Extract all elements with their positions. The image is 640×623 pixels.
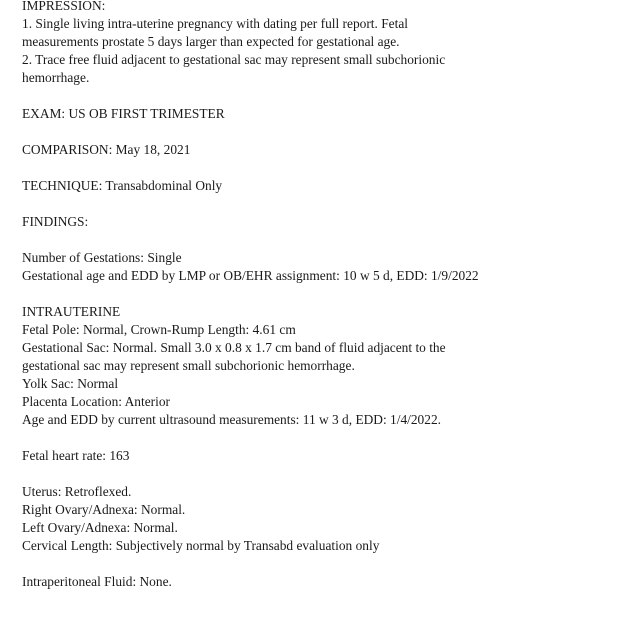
impression-item-1-line-1: 1. Single living intra-uterine pregnancy with dating per full report. Fetal — [22, 16, 408, 31]
intraperitoneal-fluid-line: Intraperitoneal Fluid: None. — [22, 574, 172, 589]
yolk-sac-line: Yolk Sac: Normal — [22, 376, 119, 391]
spacer — [22, 87, 622, 105]
fetal-pole-line: Fetal Pole: Normal, Crown-Rump Length: 4.61 cm — [22, 322, 296, 337]
spacer — [22, 231, 622, 249]
radiology-report — [22, 0, 622, 591]
exam-line: EXAM: US OB FIRST TRIMESTER — [22, 106, 225, 121]
placenta-location-line: Placenta Location: Anterior — [22, 394, 170, 409]
gestational-age-edd-lmp: Gestational age and EDD by LMP or OB/EHR assignment: 10 w 5 d, EDD: 1/9/2022 — [22, 268, 479, 283]
spacer — [22, 195, 622, 213]
spacer — [22, 429, 622, 447]
fetal-heart-rate-line: Fetal heart rate: 163 — [22, 448, 130, 463]
cervical-length-line: Cervical Length: Subjectively normal by Transabd evaluation only — [22, 538, 380, 553]
spacer — [22, 465, 622, 483]
spacer — [22, 555, 622, 573]
findings-heading: FINDINGS: — [22, 214, 89, 229]
impression-item-2-line-2: hemorrhage. — [22, 70, 90, 85]
uterus-line: Uterus: Retroflexed. — [22, 484, 132, 499]
technique-line: TECHNIQUE: Transabdominal Only — [22, 178, 223, 193]
right-ovary-line: Right Ovary/Adnexa: Normal. — [22, 502, 186, 517]
left-ovary-line: Left Ovary/Adnexa: Normal. — [22, 520, 178, 535]
spacer — [22, 285, 622, 303]
spacer — [22, 159, 622, 177]
spacer — [22, 123, 622, 141]
number-of-gestations: Number of Gestations: Single — [22, 250, 182, 265]
gestational-sac-line-2: gestational sac may represent small subchorionic hemorrhage. — [22, 358, 355, 373]
impression-heading: IMPRESSION: — [22, 0, 106, 13]
intrauterine-heading: INTRAUTERINE — [22, 304, 121, 319]
comparison-line: COMPARISON: May 18, 2021 — [22, 142, 191, 157]
impression-item-1-line-2: measurements prostate 5 days larger than expected for gestational age. — [22, 34, 400, 49]
gestational-sac-line-1: Gestational Sac: Normal. Small 3.0 x 0.8 x 1.7 cm band of fluid adjacent to the — [22, 340, 446, 355]
age-edd-ultrasound-line: Age and EDD by current ultrasound measurements: 11 w 3 d, EDD: 1/4/2022. — [22, 412, 441, 427]
impression-item-2-line-1: 2. Trace free fluid adjacent to gestational sac may represent small subchorionic — [22, 52, 446, 67]
